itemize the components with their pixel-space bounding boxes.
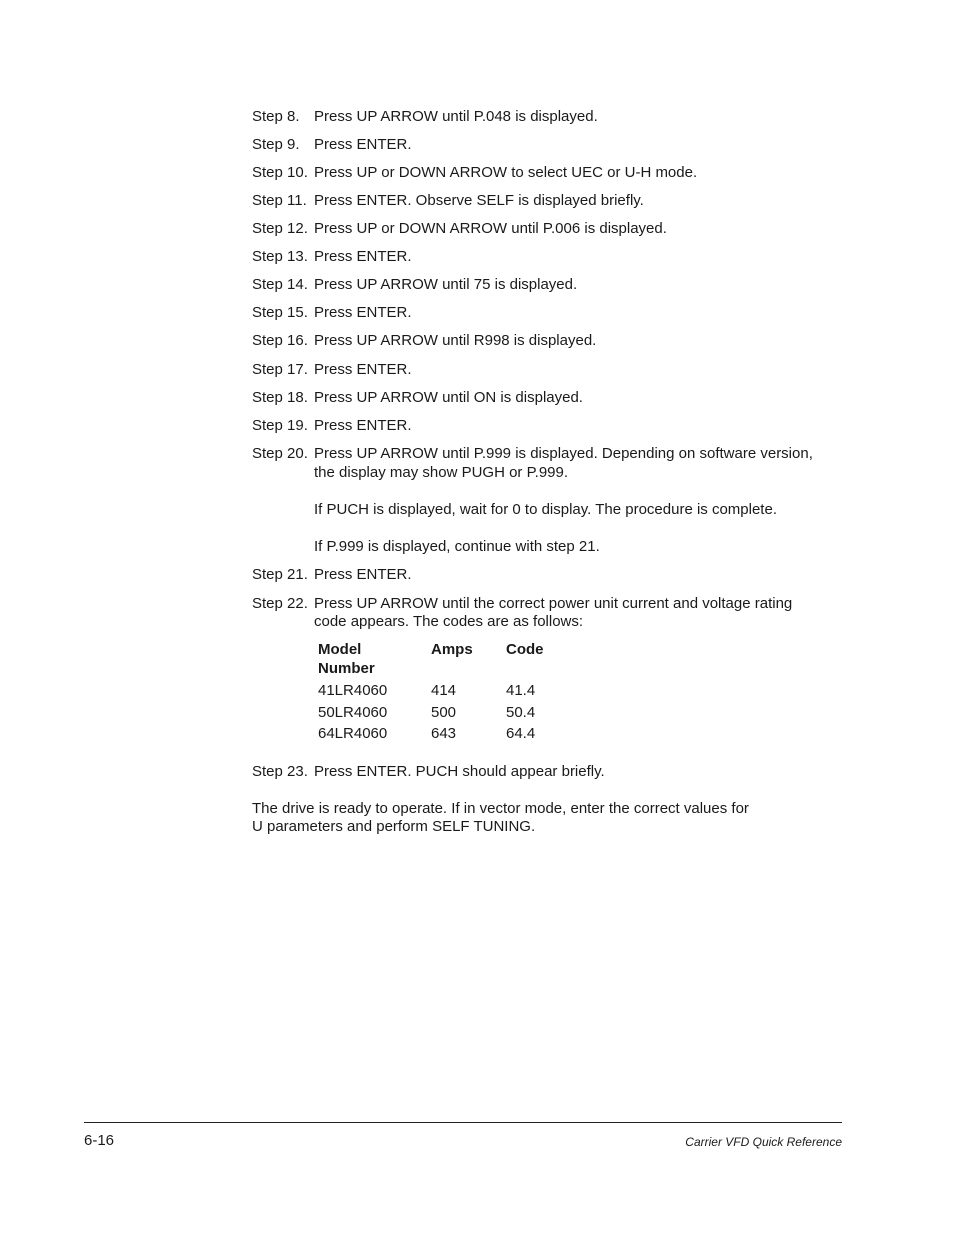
step-note: If PUCH is displayed, wait for 0 to display. The procedure is complete. <box>314 501 777 518</box>
step-label: Step 14. <box>252 276 308 293</box>
table-cell-code: 50.4 <box>506 704 536 721</box>
step-note: If P.999 is displayed, continue with step 21. <box>314 538 600 555</box>
step-text: Press UP ARROW until R998 is displayed. <box>314 332 597 349</box>
footer-divider <box>84 1122 842 1123</box>
step-label: Step 16. <box>252 332 308 349</box>
step-text: Press UP ARROW until P.999 is displayed. Depending on software version, <box>314 445 813 462</box>
step-text: Press ENTER. <box>314 248 412 265</box>
step-text: Press ENTER. <box>314 361 412 378</box>
paragraph-line: The drive is ready to operate. If in vector mode, enter the correct values for <box>252 800 749 817</box>
step-label: Step 10. <box>252 164 308 181</box>
step-text: Press UP ARROW until P.048 is displayed. <box>314 108 598 125</box>
table-header-amps: Amps <box>431 641 473 658</box>
table-cell-amps: 643 <box>431 725 457 742</box>
step-label: Step 18. <box>252 389 308 406</box>
page-number: 6-16 <box>84 1132 115 1149</box>
step-label: Step 20. <box>252 445 308 462</box>
paragraph-line: U parameters and perform SELF TUNING. <box>252 818 536 835</box>
table-header-model-line2: Number <box>318 660 375 677</box>
step-text-continued: the display may show PUGH or P.999. <box>314 464 569 481</box>
step-text: Press UP or DOWN ARROW to select UEC or U-H mode. <box>314 164 698 181</box>
table-cell-code: 64.4 <box>506 725 536 742</box>
table-cell-code: 41.4 <box>506 682 536 699</box>
table-cell-model: 50LR4060 <box>318 704 388 721</box>
step-text: Press ENTER. <box>314 304 412 321</box>
step-text: Press ENTER. <box>314 136 412 153</box>
step-text: Press UP ARROW until the correct power unit current and voltage rating <box>314 595 793 612</box>
step-text: Press UP ARROW until 75 is displayed. <box>314 276 578 293</box>
table-header-code: Code <box>506 641 544 658</box>
step-text: Press ENTER. Observe SELF is displayed briefly. <box>314 192 644 209</box>
step-label: Step 9. <box>252 136 300 153</box>
step-text: Press ENTER. PUCH should appear briefly. <box>314 763 605 780</box>
table-cell-model: 64LR4060 <box>318 725 388 742</box>
step-label: Step 23. <box>252 763 308 780</box>
step-text-continued: code appears. The codes are as follows: <box>314 613 584 630</box>
step-label: Step 13. <box>252 248 308 265</box>
table-cell-model: 41LR4060 <box>318 682 388 699</box>
step-text: Press ENTER. <box>314 566 412 583</box>
step-label: Step 15. <box>252 304 308 321</box>
step-text: Press UP or DOWN ARROW until P.006 is displayed. <box>314 220 667 237</box>
step-label: Step 17. <box>252 361 308 378</box>
step-label: Step 19. <box>252 417 308 434</box>
document-title: Carrier VFD Quick Reference <box>685 1135 842 1149</box>
step-label: Step 8. <box>252 108 300 125</box>
step-label: Step 11. <box>252 192 307 209</box>
table-header-model: Model <box>318 641 362 658</box>
step-label: Step 22. <box>252 595 308 612</box>
step-text: Press ENTER. <box>314 417 412 434</box>
step-label: Step 21. <box>252 566 308 583</box>
table-cell-amps: 500 <box>431 704 457 721</box>
step-label: Step 12. <box>252 220 308 237</box>
step-text: Press UP ARROW until ON is displayed. <box>314 389 583 406</box>
table-cell-amps: 414 <box>431 682 457 699</box>
